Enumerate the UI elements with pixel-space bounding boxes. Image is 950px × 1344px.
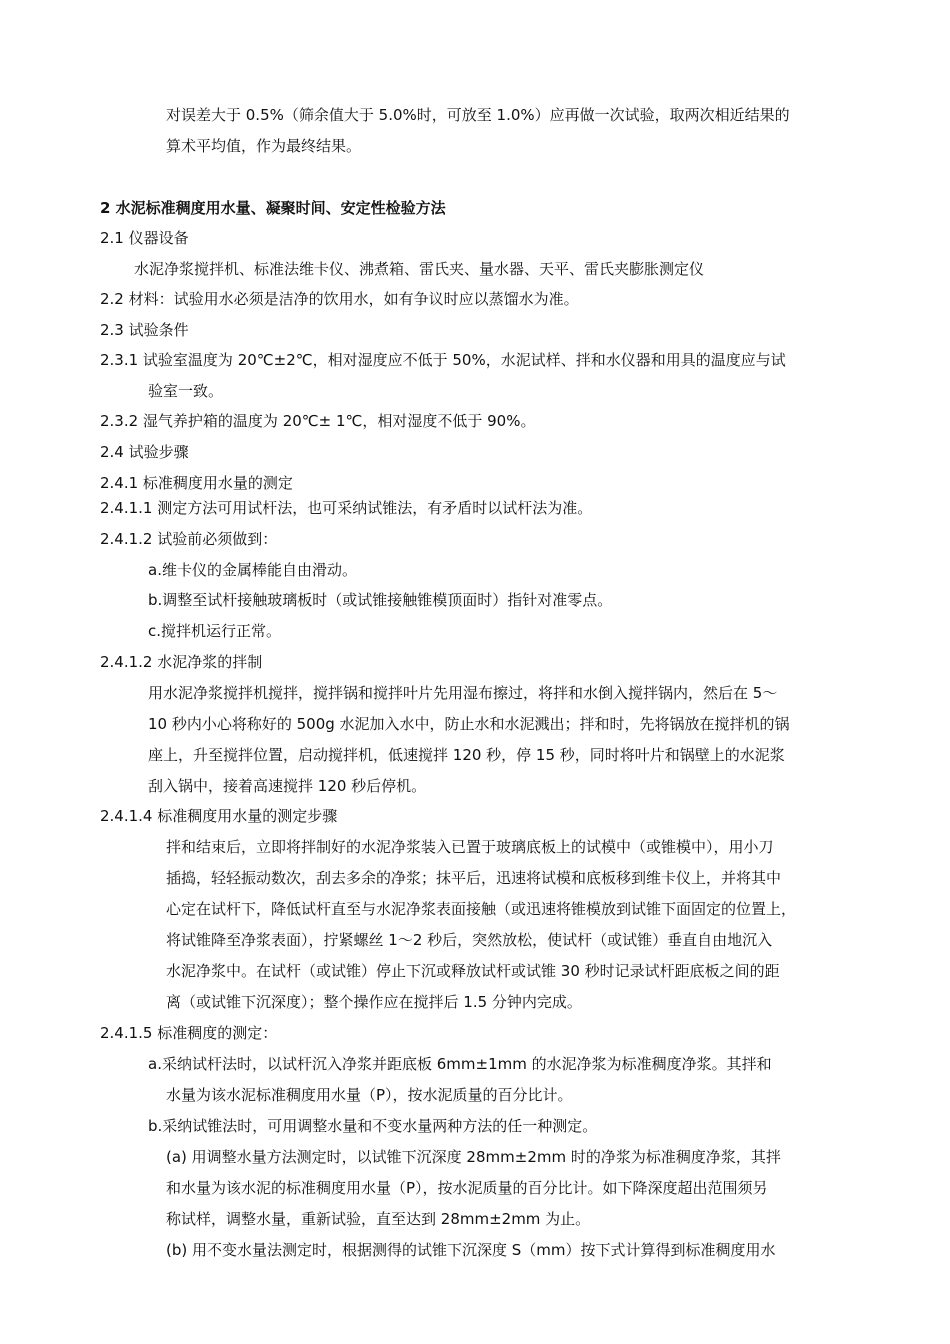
section-2-4-1-2-heading: 2.4.1.2 试验前必须做到： [100,530,278,548]
section-2-2: 2.2 材料：试验用水必须是洁净的饮用水，如有争议时应以蒸馏水为准。 [100,290,579,308]
sub-item-a-line: 称试样，调整水量，重新试验，直至达到 28mm±2mm 为止。 [166,1210,591,1228]
paragraph-line: 将试锥降至净浆表面），拧紧螺丝 1～2 秒后，突然放松，使试杆（或试锥）垂直自由地沉入 [166,931,773,949]
intro-line-1: 对误差大于 0.5%（筛余值大于 5.0%时，可放至 1.0%）应再做一次试验，取两次相近结果的 [166,106,790,124]
list-item: c.搅拌机运行正常。 [148,622,282,640]
section-2-1-body: 水泥净浆搅拌机、标准法维卡仪、沸煮箱、雷氏夹、量水器、天平、雷氏夹膨胀测定仪 [134,260,705,278]
sub-item-a-line: 和水量为该水泥的标准稠度用水量（P），按水泥质量的百分比计。如下降深度超出范围须另 [166,1179,768,1197]
list-item: a.维卡仪的金属棒能自由滑动。 [148,561,357,579]
section-2-4-1-2b-heading: 2.4.1.2 水泥净浆的拌制 [100,653,263,671]
sub-item-a-line: (a) 用调整水量方法测定时，以试锥下沉深度 28mm±2mm 时的净浆为标准稠度净浆，其拌 [166,1148,781,1166]
list-item: b.调整至试杆接触玻璃板时（或试锥接触锥模顶面时）指针对准零点。 [148,591,613,609]
list-item-a-line-1: a.采纳试杆法时，以试杆沉入净浆并距底板 6mm±1mm 的水泥净浆为标准稠度净浆。其拌和 [148,1055,772,1073]
paragraph-line: 离（或试锥下沉深度）；整个操作应在搅拌后 1.5 分钟内完成。 [166,993,582,1011]
paragraph-line: 10 秒内小心将称好的 500g 水泥加入水中，防止水和水泥溅出；拌和时，先将锅放在搅拌机的锅 [148,715,790,733]
section-2-3-heading: 2.3 试验条件 [100,321,189,339]
paragraph-line: 心定在试杆下，降低试杆直至与水泥净浆表面接触（或迅速将锥模放到试锥下面固定的位置上， [166,900,797,918]
section-2-4-1-5-heading: 2.4.1.5 标准稠度的测定： [100,1024,278,1042]
section-2-3-2: 2.3.2 湿气养护箱的温度为 20℃± 1℃，相对湿度不低于 90%。 [100,412,536,430]
paragraph-line: 刮入锅中，接着高速搅拌 120 秒后停机。 [148,777,427,795]
section-2-heading: 2 水泥标准稠度用水量、凝聚时间、安定性检验方法 [100,199,446,217]
paragraph-line: 用水泥净浆搅拌机搅拌，搅拌锅和搅拌叶片先用湿布擦过，将拌和水倒入搅拌锅内，然后在 5～ [148,684,778,702]
section-2-4-1: 2.4.1 标准稠度用水量的测定 [100,474,293,492]
section-2-4-1-1: 2.4.1.1 测定方法可用试杆法，也可采纳试锥法，有矛盾时以试杆法为准。 [100,499,593,517]
paragraph-line: 水泥净浆中。在试杆（或试锥）停止下沉或释放试杆或试锥 30 秒时记录试杆距底板之间的距 [166,962,780,980]
section-2-1-heading: 2.1 仪器设备 [100,229,189,247]
section-2-3-1-line-2: 验室一致。 [148,382,224,400]
intro-line-2: 算术平均值，作为最终结果。 [166,137,362,155]
paragraph-line: 插捣，轻轻振动数次，刮去多余的净浆；抹平后，迅速将试模和底板移到维卡仪上，并将其中 [166,869,782,887]
sub-item-b-line: (b) 用不变水量法测定时，根据测得的试锥下沉深度 S（mm）按下式计算得到标准稠度用水 [166,1241,776,1259]
list-item-b: b.采纳试锥法时，可用调整水量和不变水量两种方法的任一种测定。 [148,1117,598,1135]
section-2-4-heading: 2.4 试验步骤 [100,443,189,461]
paragraph-line: 拌和结束后，立即将拌制好的水泥净浆装入已置于玻璃底板上的试模中（或锥模中），用小刀 [166,838,774,856]
section-2-3-1-line-1: 2.3.1 试验室温度为 20℃±2℃，相对湿度应不低于 50%，水泥试样、拌和水仪器和用具的温度应与试 [100,351,786,369]
paragraph-line: 座上，升至搅拌位置，启动搅拌机，低速搅拌 120 秒，停 15 秒，同时将叶片和锅壁上的水泥浆 [148,746,785,764]
list-item-a-line-2: 水量为该水泥标准稠度用水量（P），按水泥质量的百分比计。 [166,1086,573,1104]
section-2-4-1-4-heading: 2.4.1.4 标准稠度用水量的测定步骤 [100,807,338,825]
